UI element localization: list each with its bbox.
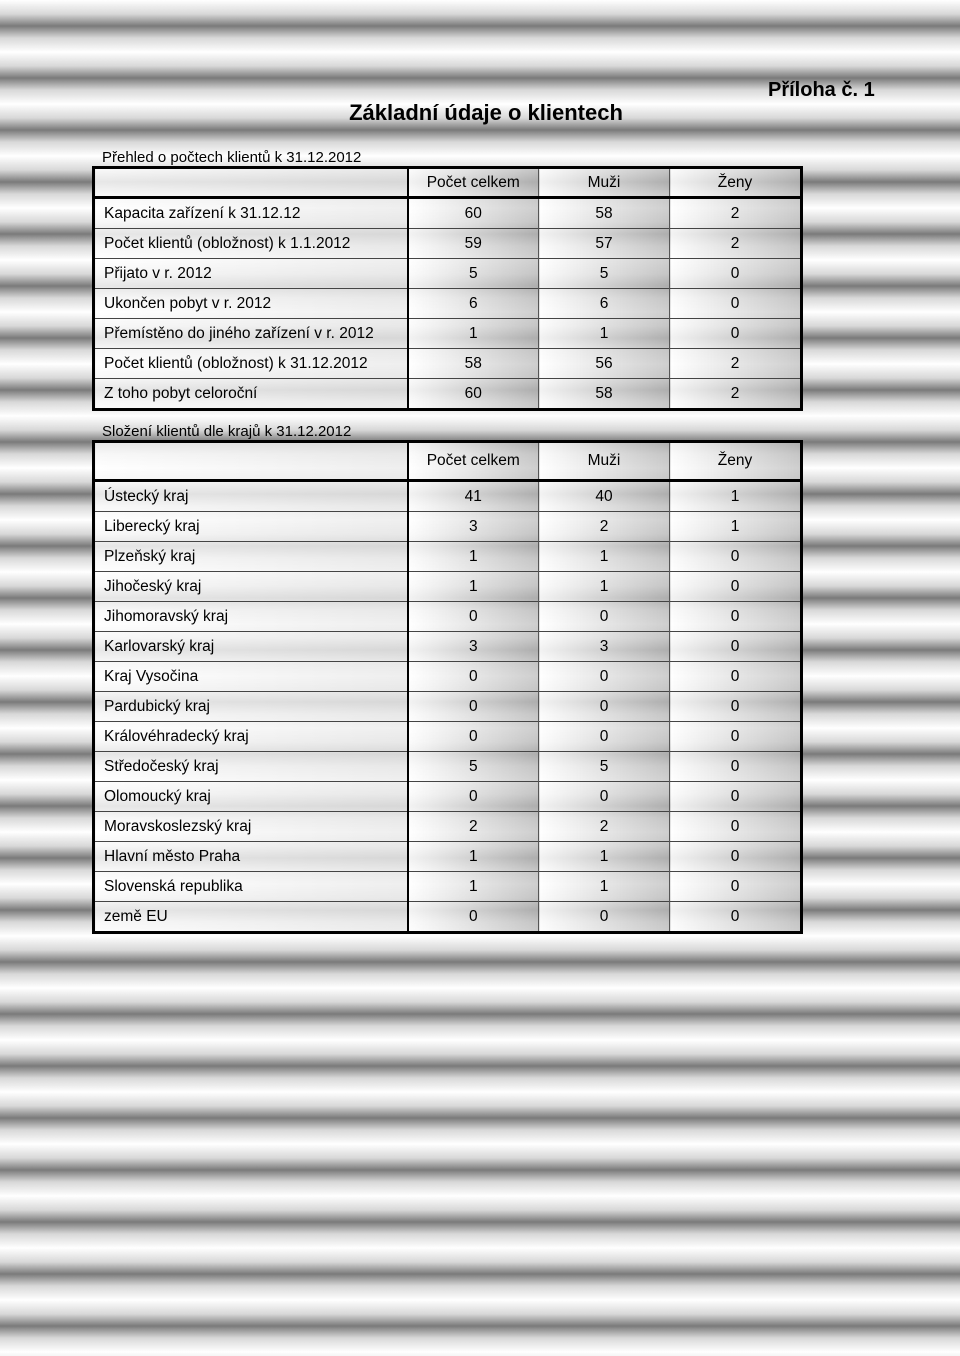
table-row bbox=[94, 902, 802, 933]
cell-total: 1 bbox=[408, 872, 539, 902]
table-row bbox=[94, 349, 802, 379]
cell-men: 1 bbox=[539, 842, 670, 872]
table2-caption: Složení klientů dle krajů k 31.12.2012 bbox=[102, 423, 352, 440]
row-label: Moravskoslezský kraj bbox=[94, 812, 408, 842]
row-label: Olomoucký kraj bbox=[94, 782, 408, 812]
cell-women: 0 bbox=[670, 259, 802, 289]
cell-men: 1 bbox=[539, 872, 670, 902]
table2-body bbox=[94, 481, 802, 933]
row-label: Jihomoravský kraj bbox=[94, 602, 408, 632]
client-counts-table bbox=[92, 166, 803, 411]
cell-men: 56 bbox=[539, 349, 670, 379]
row-label: Liberecký kraj bbox=[94, 512, 408, 542]
table-header-row bbox=[94, 168, 802, 198]
header-blank-cell bbox=[94, 168, 408, 198]
cell-women: 0 bbox=[670, 722, 802, 752]
table-row bbox=[94, 782, 802, 812]
row-label: Kraj Vysočina bbox=[94, 662, 408, 692]
row-label: Počet klientů (obložnost) k 31.12.2012 bbox=[94, 349, 408, 379]
cell-women: 0 bbox=[670, 812, 802, 842]
table1-caption: Přehled o počtech klientů k 31.12.2012 bbox=[102, 149, 362, 166]
cell-women: 2 bbox=[670, 379, 802, 410]
cell-total: 58 bbox=[408, 349, 539, 379]
row-label: Hlavní město Praha bbox=[94, 842, 408, 872]
row-label: Přemístěno do jiného zařízení v r. 2012 bbox=[94, 319, 408, 349]
cell-total: 0 bbox=[408, 782, 539, 812]
cell-women: 1 bbox=[670, 481, 802, 512]
cell-men: 58 bbox=[539, 198, 670, 229]
cell-women: 0 bbox=[670, 752, 802, 782]
cell-men: 5 bbox=[539, 752, 670, 782]
cell-women: 0 bbox=[670, 872, 802, 902]
table-row bbox=[94, 542, 802, 572]
cell-total: 41 bbox=[408, 481, 539, 512]
row-label: Jihočeský kraj bbox=[94, 572, 408, 602]
table-row bbox=[94, 481, 802, 512]
cell-men: 58 bbox=[539, 379, 670, 410]
cell-total: 6 bbox=[408, 289, 539, 319]
cell-men: 1 bbox=[539, 572, 670, 602]
cell-total: 3 bbox=[408, 632, 539, 662]
cell-total: 0 bbox=[408, 602, 539, 632]
row-label: Přijato v r. 2012 bbox=[94, 259, 408, 289]
cell-men: 1 bbox=[539, 542, 670, 572]
cell-total: 60 bbox=[408, 198, 539, 229]
cell-total: 59 bbox=[408, 229, 539, 259]
table-row bbox=[94, 572, 802, 602]
cell-women: 2 bbox=[670, 349, 802, 379]
table-row bbox=[94, 872, 802, 902]
table-row bbox=[94, 722, 802, 752]
row-label: Pardubický kraj bbox=[94, 692, 408, 722]
cell-total: 1 bbox=[408, 319, 539, 349]
cell-women: 0 bbox=[670, 662, 802, 692]
row-label: Počet klientů (obložnost) k 1.1.2012 bbox=[94, 229, 408, 259]
table-row bbox=[94, 602, 802, 632]
cell-women: 0 bbox=[670, 842, 802, 872]
document-title: Základní údaje o klientech bbox=[349, 100, 623, 125]
cell-women: 0 bbox=[670, 632, 802, 662]
row-label: Plzeňský kraj bbox=[94, 542, 408, 572]
cell-total: 5 bbox=[408, 752, 539, 782]
table-row bbox=[94, 379, 802, 410]
row-label: Ústecký kraj bbox=[94, 481, 408, 512]
cell-men: 5 bbox=[539, 259, 670, 289]
header-women: Ženy bbox=[670, 168, 802, 198]
annex-label: Příloha č. 1 bbox=[768, 79, 875, 101]
table-header-row bbox=[94, 442, 802, 481]
cell-women: 0 bbox=[670, 319, 802, 349]
row-label: Ukončen pobyt v r. 2012 bbox=[94, 289, 408, 319]
row-label: Královéhradecký kraj bbox=[94, 722, 408, 752]
row-label: Středočeský kraj bbox=[94, 752, 408, 782]
table-row bbox=[94, 289, 802, 319]
cell-total: 0 bbox=[408, 902, 539, 933]
row-label: Kapacita zařízení k 31.12.12 bbox=[94, 198, 408, 229]
cell-women: 0 bbox=[670, 782, 802, 812]
cell-men: 6 bbox=[539, 289, 670, 319]
cell-total: 1 bbox=[408, 542, 539, 572]
cell-women: 0 bbox=[670, 572, 802, 602]
table-row bbox=[94, 512, 802, 542]
table-row bbox=[94, 229, 802, 259]
cell-men: 1 bbox=[539, 319, 670, 349]
table-row bbox=[94, 692, 802, 722]
cell-women: 0 bbox=[670, 692, 802, 722]
table-row bbox=[94, 632, 802, 662]
row-label: Slovenská republika bbox=[94, 872, 408, 902]
cell-women: 2 bbox=[670, 229, 802, 259]
cell-men: 3 bbox=[539, 632, 670, 662]
cell-total: 3 bbox=[408, 512, 539, 542]
table-row bbox=[94, 842, 802, 872]
cell-men: 0 bbox=[539, 782, 670, 812]
cell-women: 0 bbox=[670, 289, 802, 319]
table-row bbox=[94, 662, 802, 692]
table1-body bbox=[94, 198, 802, 410]
cell-women: 0 bbox=[670, 542, 802, 572]
cell-men: 0 bbox=[539, 662, 670, 692]
table-row bbox=[94, 198, 802, 229]
cell-men: 0 bbox=[539, 902, 670, 933]
cell-total: 1 bbox=[408, 842, 539, 872]
cell-total: 60 bbox=[408, 379, 539, 410]
cell-women: 2 bbox=[670, 198, 802, 229]
header-total: Počet celkem bbox=[408, 168, 539, 198]
cell-total: 1 bbox=[408, 572, 539, 602]
cell-men: 0 bbox=[539, 722, 670, 752]
table-row bbox=[94, 812, 802, 842]
cell-men: 40 bbox=[539, 481, 670, 512]
header-total: Počet celkem bbox=[408, 442, 539, 481]
row-label: země EU bbox=[94, 902, 408, 933]
cell-total: 0 bbox=[408, 722, 539, 752]
header-women: Ženy bbox=[670, 442, 802, 481]
cell-men: 0 bbox=[539, 692, 670, 722]
cell-total: 0 bbox=[408, 692, 539, 722]
cell-men: 57 bbox=[539, 229, 670, 259]
cell-total: 5 bbox=[408, 259, 539, 289]
table-row bbox=[94, 752, 802, 782]
table-row bbox=[94, 259, 802, 289]
regions-table bbox=[92, 440, 803, 934]
cell-women: 0 bbox=[670, 602, 802, 632]
cell-total: 2 bbox=[408, 812, 539, 842]
header-blank-cell bbox=[94, 442, 408, 481]
table-row bbox=[94, 319, 802, 349]
cell-total: 0 bbox=[408, 662, 539, 692]
cell-men: 2 bbox=[539, 512, 670, 542]
cell-women: 1 bbox=[670, 512, 802, 542]
header-men: Muži bbox=[539, 442, 670, 481]
cell-men: 0 bbox=[539, 602, 670, 632]
cell-women: 0 bbox=[670, 902, 802, 933]
row-label: Karlovarský kraj bbox=[94, 632, 408, 662]
header-men: Muži bbox=[539, 168, 670, 198]
cell-men: 2 bbox=[539, 812, 670, 842]
row-label: Z toho pobyt celoroční bbox=[94, 379, 408, 410]
